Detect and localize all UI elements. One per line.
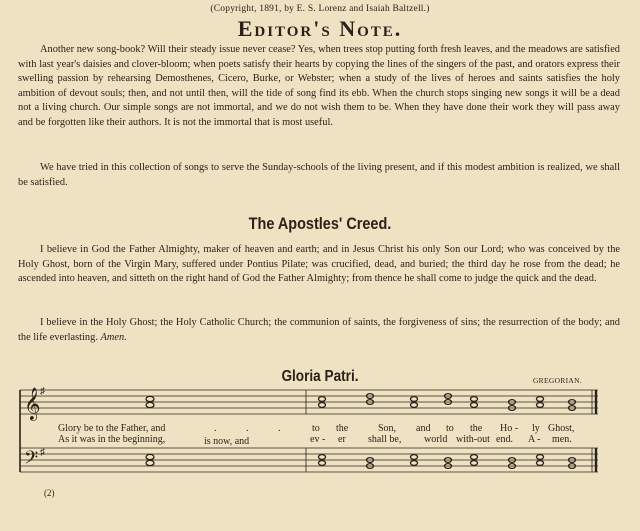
editors-note-paragraph-2: We have tried in this collection of songs to serve the Sunday-schools of the living present, and if this modest ambition is realized, we shall be satisfied. (18, 162, 620, 188)
lyric-1-10: the (470, 423, 483, 434)
lyric-1-6: the (336, 423, 349, 434)
lyric-2-5: shall be, (368, 434, 402, 445)
lyric-2-7: with-out (456, 434, 490, 445)
bass-sharp-icon: ♯ (40, 447, 45, 458)
lyric-2-8: end. (496, 434, 513, 445)
creed-amen: Amen. (100, 331, 127, 343)
lyric-2-1: As it was in the beginning, (58, 434, 166, 445)
lyric-2-10: men. (552, 434, 572, 445)
copyright-line: (Copyright, 1891, by E. S. Lorenz and Isaiah Baltzell.) (210, 4, 430, 14)
treble-clef-icon: 𝄞 (24, 387, 41, 420)
lyric-1-13: Ghost, (548, 423, 575, 434)
composer-label: GREGORIAN. (532, 376, 582, 385)
lyric-1-7: Son, (378, 423, 397, 434)
creed-paragraph-2 (18, 316, 620, 345)
bass-clef-icon: 𝄢 (24, 448, 39, 473)
lyric-2-4: er (338, 434, 346, 445)
lyric-2-3: ev - (310, 434, 326, 445)
lyric-2-9: A - (528, 434, 541, 445)
treble-sharp-icon: ♯ (40, 386, 45, 397)
lyric-1-1: Glory be to the Father, and (58, 423, 166, 434)
gloria-patri-title: Gloria Patri. (281, 368, 359, 385)
lyric-2-2: is now, and (204, 436, 250, 447)
editors-note-title: Editor's Note. (237, 16, 403, 41)
lyric-2-6: world (424, 434, 448, 445)
lyric-1-5: to (312, 423, 320, 434)
page-number: (2) (44, 488, 55, 498)
lyric-1-9: to (446, 423, 454, 434)
creed-paragraph-2-text: I believe in the Holy Ghost; the Holy Catholic Church; the communion of saints, the forgiveness of sins; the resurrection of the body; and the life everlasting. (18, 317, 620, 343)
creed-title: The Apostles' Creed. (248, 214, 392, 233)
lyric-1-2: . (214, 423, 217, 434)
lyric-1-8: and (416, 423, 431, 434)
creed-paragraph-1: I believe in God the Father Almighty, maker of heaven and earth; and in Jesus Christ his only Son our Lord; who was conceived by the Holy Ghost, born of the Virgin Mary, suffered under Pontius Pilate; was crucified, dead, and buried; the third day he rose from the dead; he ascended into heaven, and sitteth on the right hand of God the Father Almighty; from thence he shall come to judge the quick and the dead. (18, 244, 620, 285)
lyric-1-11: Ho - (500, 423, 519, 434)
lyric-1-4: . (278, 423, 281, 434)
editors-note-paragraph-1: Another new song-book? Will their steady issue never cease? Yes, when trees stop putting forth fresh leaves, and the meadows are satisfied with last year's daisies and clover-bloom; when poets satisfy their hearts by copying the lines of the singers of the past, and orators express their swelling passion by rehearsing Demosthenes, Cicero, Burke, or Webster; when a study of the lives of heroes and saints satisfies the holy ambition of devout souls; then, and not until then, will the tide of song find its ebb. When the church stops singing new songs it will be a dead not a living church. Our simple songs are not immortal, and we do not wish them to be. When they have done their work they will pass away and be forgotten like their authors. It is not the immortal that is most useful. (18, 44, 620, 128)
lyric-1-12: ly (532, 423, 540, 434)
lyric-1-3: . (246, 423, 249, 434)
